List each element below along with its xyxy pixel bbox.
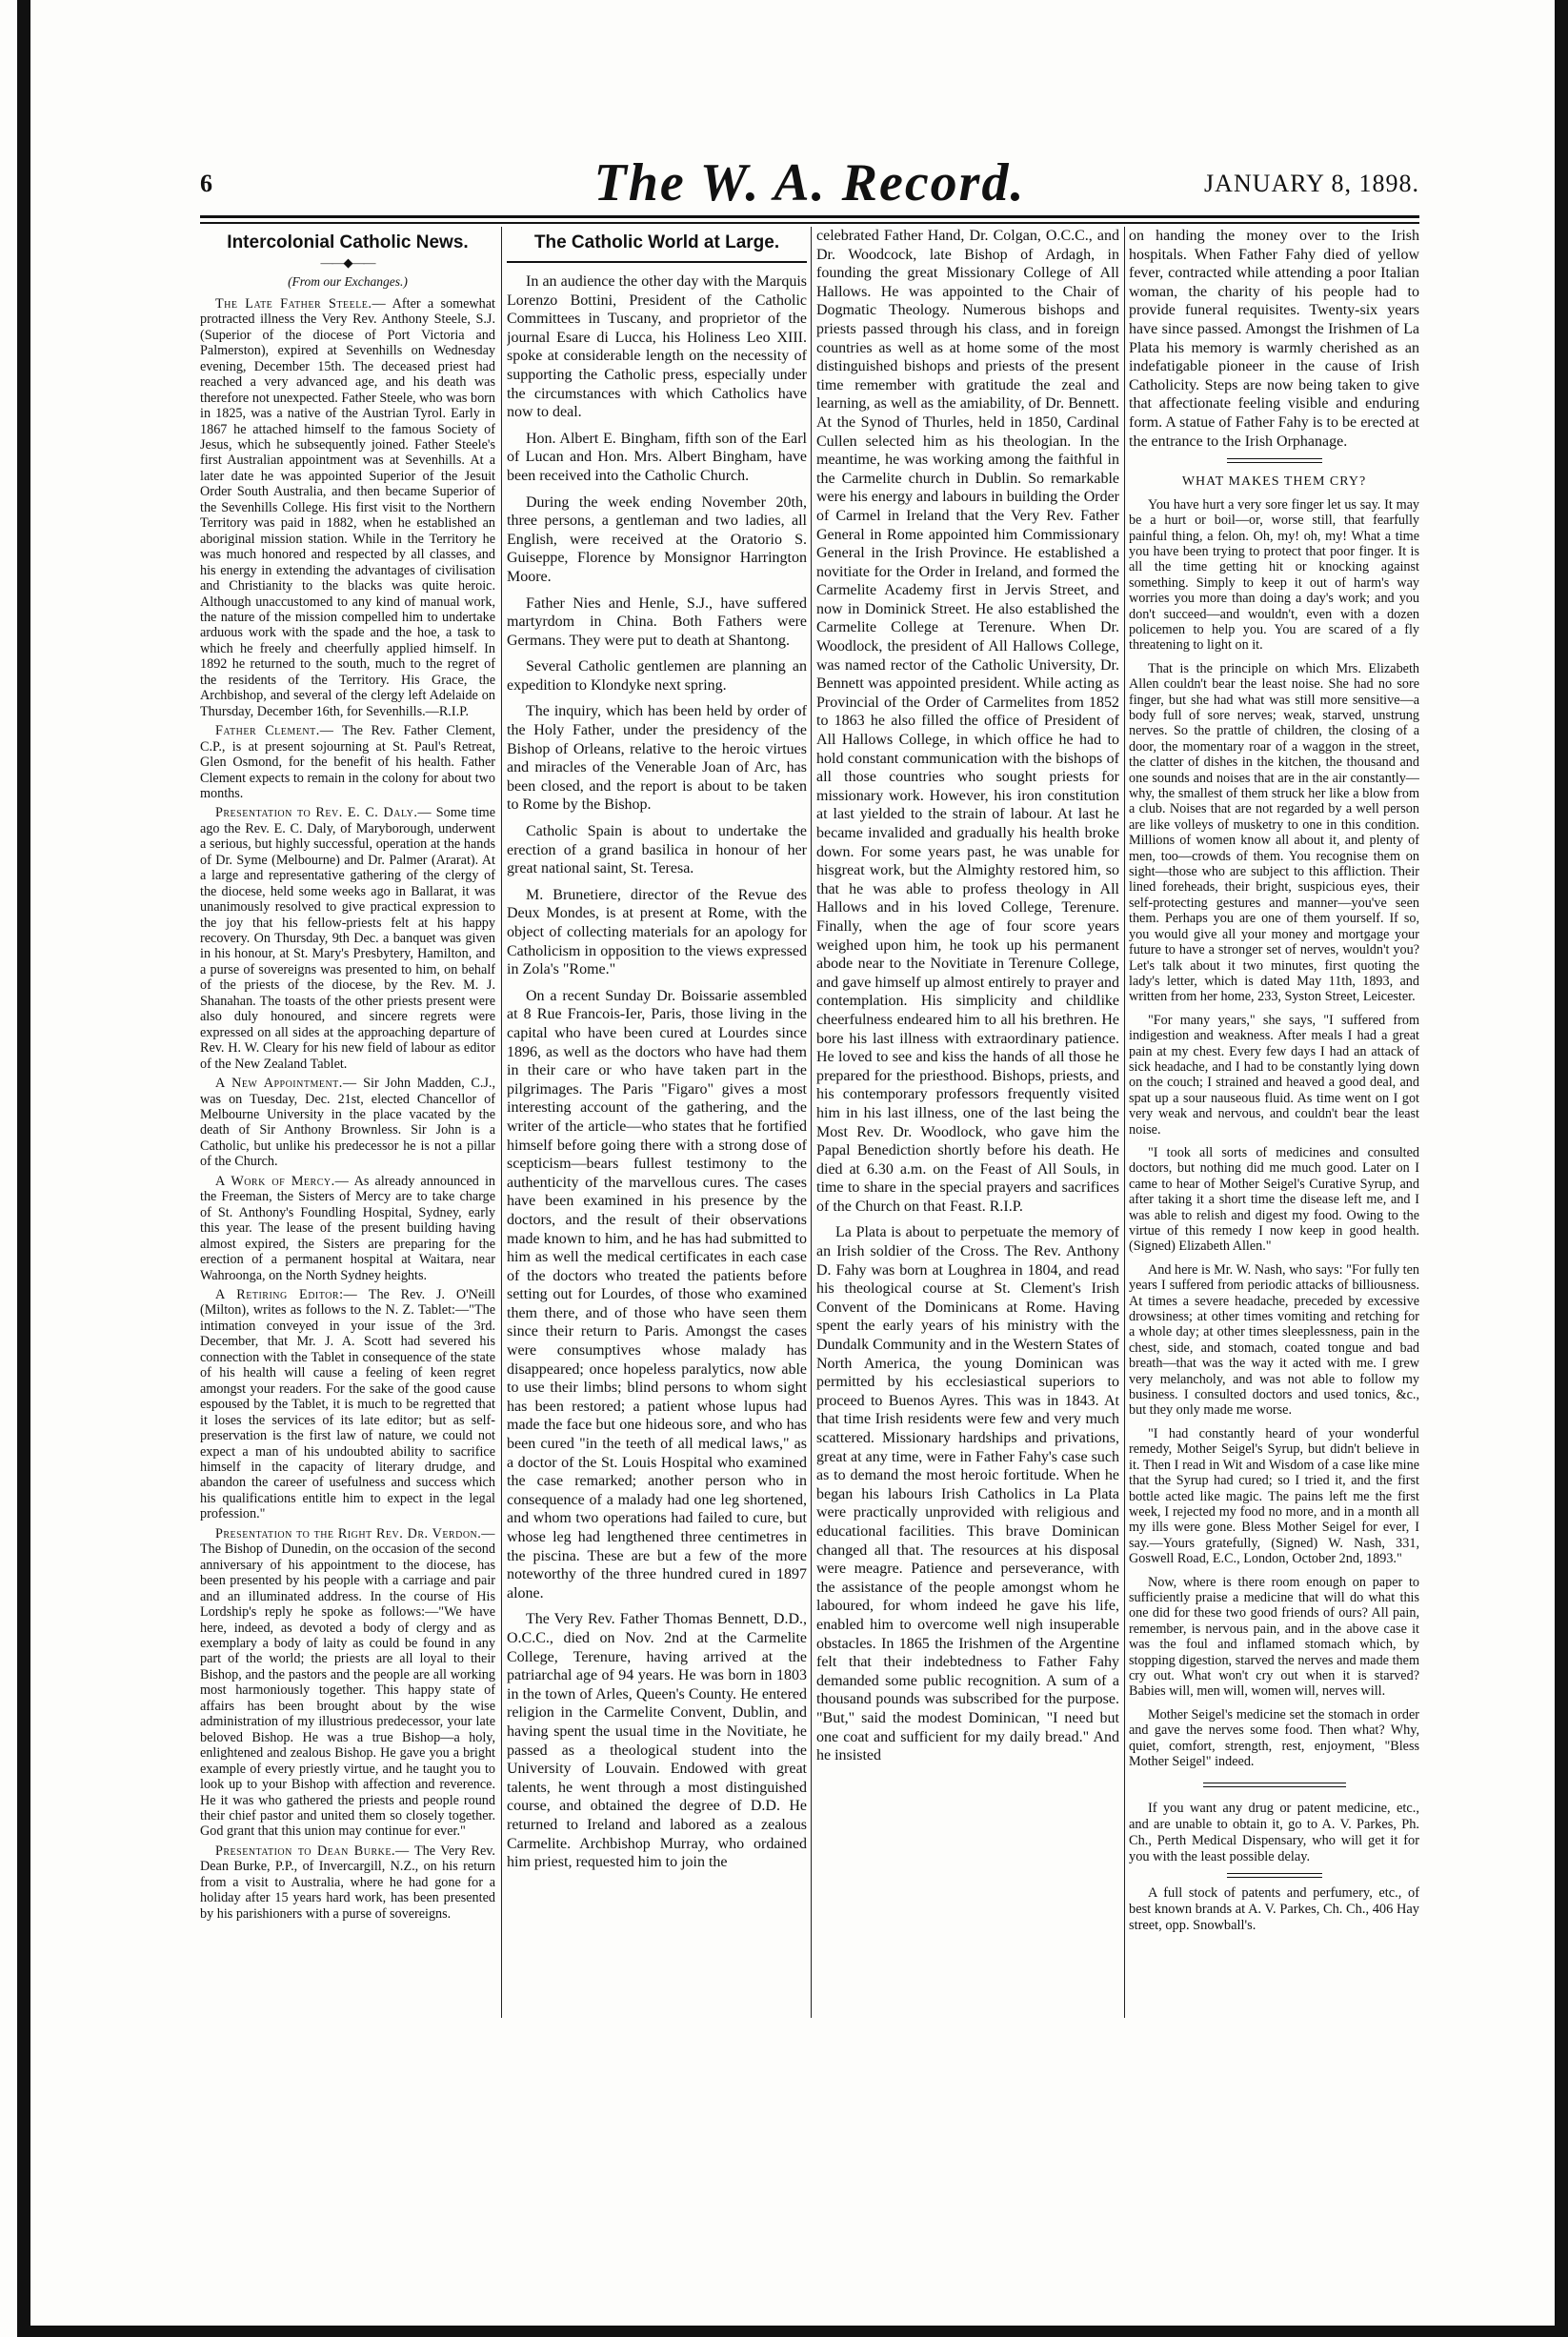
- article-title: The Late Father Steele.—: [215, 295, 387, 312]
- page-border-bottom: [17, 2326, 1568, 2337]
- column-divider: [811, 227, 812, 2018]
- issue-date: JANUARY 8, 1898.: [1204, 170, 1419, 197]
- article-paragraph: celebrated Father Hand, Dr. Colgan, O.C.C., and Dr. Woodcock, late Bishop of Ardagh, in founding the great Missionary College of All Hallows. He was appointed to the Chair of Dogmatic Theology. Numerous bishops and priests passed through his class, and in foreign countries as well as at home some of the most distinguished bishops and priests of the present time remember with gratitude the zeal and learning, as well as the amiability, of Dr. Bennett. At the Synod of Thurles, held in 1850, Cardinal Cullen selected him as his theologian. In the meantime, he was working among the faithful in the Carmelite church in Dublin. So remarkable were his energy and labours in building the Order of Carmel in Ireland that the Very Rev. Father General in Rome appointed him Commissionary General in the Irish Province. He established a novitiate for the Order in Ireland, and formed the Carmelite Academy first in Jervis Street, and now in Dominick Street. He also established the Carmelite College at Terenure. When Dr. Woodlock, the president of All Hallows College, was named rector of the Catholic University, Dr. Bennett was appointed president. While acting as Provincial of the Order of Carmelites from 1852 to 1863 he also filled the office of President of All Hallows College, in which office he had to hold constant communication with the bishops of all those countries who sought priests for missionary work. However, his iron constitution at last yielded to the strain of labour. At last he became invalided and gradually his health broke down. For some years past, he was unable for hisgreat work, but the Almighty restored him, so that he was able to profess theology in All Hallows and in his loved College, Terenure. Finally, when the age of four score years weighed upon him, he took up his permanent abode near to the Novitiate in Terenure College, and gave himself up almost entirely to prayer and contemplation. His simplicity and childlike cheerfulness endeared him to all his brethren. He bore his last illness with extraordinary patience. He loved to see and kiss the hands of all those he prepared for the priesthood. Bishops, priests, and his contemporary professors frequently visited him in his last illness, one of the last being the Most Rev. Dr. Woodlock, who gave him the Papal Benediction shortly before his death. He died at 6.30 a.m. on the Feast of All Souls, in time to share in the special prayers and sacrifices of the Church on that Feast. R.I.P.: [816, 228, 1119, 1215]
- ad-paragraph: Mother Seigel's medicine set the stomach in order and gave the nerves some food. Then what? Why, quiet, comfort, strength, rest, enjoyment, "Bless Mother Seigel" indeed.: [1129, 1706, 1419, 1769]
- newspaper-title: The W. A. Record.: [593, 153, 1026, 212]
- notice-paragraph: A full stock of patents and perfumery, etc., of best known brands at A. V. Parkes, Ch. Ch., 406 Hay street, opp. Snowball's.: [1129, 1885, 1419, 1934]
- section-heading: WHAT MAKES THEM CRY?: [1181, 474, 1367, 490]
- article-title: Presentation to the Right Rev. Dr. Verdon.—: [215, 1525, 495, 1541]
- article-paragraph: A New Appointment.— Sir John Madden, C.J., was on Tuesday, Dec. 21st, elected Chancellor of Melbourne University in the place vacated by the death of Sir Anthony Brownless. Sir John is a Catholic, but unlike his predecessor he is not a pillar of the Church.: [200, 1076, 495, 1170]
- article-paragraph: Presentation to the Right Rev. Dr. Verdon.— The Bishop of Dunedin, on the occasion of the second anniversary of his appointment to the diocese, has been presented by his people with a carriage and pair and an illuminated address. In the course of His Lordship's reply he spoke as follows:—"We have here, indeed, as devoted a body of clergy and as exemplary a body of laity as could be found in any part of the world; the priests are all loyal to their Bishop, and the pastors and the people are all working most harmoniously together. This happy state of affairs has been brought about by the wise administration of my illustrious predecessor, your late beloved Bishop. He was a true Bishop—a holy, enlightened and zealous Bishop. He gave you a bright example of every priestly virtue, and he taught you to look up to your Bishop with affection and reverence. He it was who gathered the priests and people round their chief pastor and united them so closely together. God grant that this union may continue for ever.": [200, 1525, 495, 1840]
- article-title: A Retiring Editor:—: [215, 1287, 358, 1302]
- ad-paragraph: You have hurt a very sore finger let us say. It may be a hurt or boil—or, worse still, that fearfully painful thing, a felon. Oh, my! oh, my! What a time you have been trying to protect that poor finger. It is all the time getting hit or knocking against something. Simply to keep it out of harm's way worries you more than doing a day's work; and you don't succeed—and wouldn't, even with a dozen policemen to help you. You are scared of a fly threatening to light on it.: [1129, 496, 1419, 654]
- column-continued: [816, 227, 1119, 2037]
- masthead-rule-thin: [200, 222, 1419, 224]
- article-title: Presentation to Dean Burke.—: [215, 1843, 410, 1859]
- ad-paragraph: "I took all sorts of medicines and consulted doctors, but nothing did me much good. Later on I came to hear of Mother Seigel's Curative Syrup, and after taking it a short time the disease left me, and I was able to relish and digest my food. Owing to the virtue of this remedy I now keep in good health. (Signed) Elizabeth Allen.": [1129, 1144, 1419, 1255]
- section-heading: Intercolonial Catholic News.: [227, 232, 469, 252]
- notice-paragraph: If you want any drug or patent medicine, etc., and are unable to obtain it, go to A. V. Parkes, Ph. Ch., Perth Medical Dispensary, who will get it for you with the least possible delay.: [1129, 1801, 1419, 1865]
- article-paragraph: Presentation to Rev. E. C. Daly.— Some time ago the Rev. E. C. Daly, of Maryborough, underwent a serious, but highly successful, operation at the hands of Dr. Syme (Melbourne) and Dr. Palmer (Ararat). At a large and representative gathering of the clergy of the diocese, held some weeks ago in Ballarat, it was unanimously resolved to give practical expression to the joy that his fellow-priests felt at his happy recovery. On Thursday, 9th Dec. a banquet was given in his honour, at St. Mary's Presbytery, Hamilton, and a purse of sovereigns was presented to him, on behalf of the priests of the diocese, by the Rev. M. J. Shanahan. The toasts of the other priests present were also duly honoured, and sincere regrets were expressed on all sides at the approaching departure of Rev. H. W. Cleary for his new field of labour as editor of the New Zealand Tablet.: [200, 805, 495, 1072]
- article-paragraph: La Plata is about to perpetuate the memory of an Irish soldier of the Cross. The Rev. Anthony D. Fahy was born at Loughrea in 1804, and read his theological course at St. Clement's Irish Convent of the Dominicans at Rome. Having spent the early years of his ministry with the Dundalk Community and in the Western States of North America, the young Dominican was permitted by his ecclesiastical superiors to proceed to Buenos Ayres. This was in 1843. At that time Irish residents were few and very much scattered. Missionary hardships and privations, great at any time, were in Father Fahy's case such as to demand the most heroic fortitude. When he began his labours Irish Catholics in La Plata were practically unprovided with religious and educational facilities. This brave Dominican changed all that. The resources at his disposal were meagre. Patience and perseverance, with the assistance of the people amongst whom he laboured, for whom indeed he gave his life, enabled him to overcome well nigh insuperable obstacles. In 1865 the Irishmen of the Argentine felt that their indebtedness to Father Fahy demanded some public recognition. A sum of a thousand pounds was subscribed for the purpose. "But," said the modest Dominican, "I need but one coat and sufficient for my daily bread." And he insisted: [816, 1224, 1119, 1764]
- article-paragraph: The inquiry, which has been held by order of the Holy Father, under the presidency of the Bishop of Orleans, relative to the heroic virtues and miracles of the Venerable Joan of Arc, has been closed, and the report is about to be taken to Rome by the Bishop.: [507, 703, 807, 814]
- article-title: A New Appointment.—: [215, 1076, 357, 1092]
- article-title: Father Clement.—: [215, 723, 334, 739]
- page-number: 6: [200, 170, 212, 197]
- page-border-left: [17, 0, 30, 2337]
- ad-paragraph: That is the principle on which Mrs. Elizabeth Allen couldn't bear the least noise. She had no sore finger, but she had what was still more sensitive—a body full of sore nerves; weak, starved, unstrung nerves. So the prattle of children, the closing of a door, the momentary roar of a waggon in the street, the clatter of dishes in the kitchen, the thousand and one sounds and noises that are in the air constantly—why, the smallest of them struck her like a blow from a club. Noises that are not regarded by a well person are like volleys of musketry to one in this condition. Millions of women know all about it, and plenty of men, too—crowds of them. You recognise them on sight—those who are subject to this affliction. Their lined foreheads, their bright, suspicious eyes, their self-protecting gestures and manner—you've seen them. Perhaps you are one of them yourself. If so, you would give all your money and mortgage your future to have a stronger set of nerves, wouldn't you? Let's talk about it two minutes, first quoting the lady's letter, which is dated May 11th, 1893, and written from her home, 233, Syston Street, Leicester.: [1129, 660, 1419, 1005]
- article-title: A Work of Mercy.—: [215, 1173, 350, 1189]
- article-paragraph: On a recent Sunday Dr. Boissarie assembled at 8 Rue Francois-Ier, Paris, those living in the capital who have been cured at Lourdes since 1896, as well as the doctors who have had them in their care or who have taken part in the pilgrimages. The Paris "Figaro" gives a most interesting account of the gathering, and the writer of the article—who states that he fortified himself before going there with a strong dose of scepticism—bears fullest testimony to the authenticity of the marvellous cures. The cases have been examined in his presence by the doctors, and the result of their observations made known to him, and he has had submitted to him as well the medical certificates in each case of the doctors who treated the patients before setting out for Lourdes, of those who examined them there, and of those who have seen them since their return to Paris. Amongst the cases were consumptives whose malady has disappeared; once hopeless paralytics, now able to use their limbs; blind persons to whom sight has been restored; a patient whose lupus had made the face but one hideous sore, and who has been cured "in the teeth of all medical laws," as a doctor of the St. Louis Hospital who examined the case remarked; another person who in consequence of a malady had one leg shortened, and whom two operations had failed to cure, but whose leg had lengthened three centimetres in the piscina. These are but a few of the more noteworthy of the three hundred cured in 1897 alone.: [507, 987, 807, 1602]
- section-divider: [1203, 1783, 1346, 1787]
- article-paragraph: Presentation to Dean Burke.— The Very Rev. Dean Burke, P.P., of Invercargill, N.Z., on his return from a visit to Australia, where he had gone for a holiday after 15 years hard work, has been presented by his parishioners with a purse of sovereigns.: [200, 1843, 495, 1922]
- section-divider: [1227, 1873, 1322, 1878]
- article-paragraph: on handing the money over to the Irish hospitals. When Father Fahy died of yellow fever, contracted while attending a poor Italian woman, the charity of his people had to provide funeral requisites. Twenty-six years have since passed. Amongst the Irishmen of La Plata his memory is warmly cherished as an indefatigable pioneer in the cause of Irish Catholicity. Steps are now being taken to give that affectionate feeling visible and enduring form. A statue of Father Fahy is to be erected at the entrance to the Irish Orphanage.: [1129, 228, 1419, 450]
- section-heading: The Catholic World at Large.: [507, 232, 807, 263]
- article-paragraph: A Work of Mercy.— As already announced in the Freeman, the Sisters of Mercy are to take charge of St. Anthony's Foundling Hospital, Sydney, early this year. The lease of the present building having almost expired, the Sisters are preparing for the erection of a permanent hospital at Waitara, near Wahroonga, on the North Sydney heights.: [200, 1173, 495, 1283]
- article-paragraph: In an audience the other day with the Marquis Lorenzo Bottini, President of the Catholic Committees in Tuscany, and proprietor of the journal Esare di Lucca, his Holiness Leo XIII. spoke at considerable length on the necessity of supporting the Catholic press, especially under the circumstances with which Catholics have now to deal.: [507, 273, 807, 421]
- article-paragraph: Father Nies and Henle, S.J., have suffered martyrdom in China. Both Fathers were Germans. They were put to death at Shantong.: [507, 594, 807, 649]
- page-border-right: [1555, 0, 1568, 2337]
- section-divider: [1227, 458, 1322, 463]
- ad-paragraph: And here is Mr. W. Nash, who says: "For fully ten years I suffered from periodic attacks of billiousness. At times a severe headache, preceded by excessive drowsiness; at other times vomiting and retching for a whole day; at other times sleeplessness, pain in the chest, side, and stomach, coated tongue and bad breath—that was the way it acted with me. I grew very melancholy, and was not able to follow my business. I consulted doctors and used tonics, &c., but they only made me worse.: [1129, 1261, 1419, 1419]
- article-paragraph: Several Catholic gentlemen are planning an expedition to Klondyke next spring.: [507, 658, 807, 694]
- article-paragraph: The Very Rev. Father Thomas Bennett, D.D., O.C.C., died on Nov. 2nd at the Carmelite College, Terenure, having arrived at the patriarchal age of 94 years. He was born in 1803 in the town of Arles, Queen's County. He entered religion in the Carmelite Convent, Dublin, and having spent the usual time in the Novitiate, he passed as a theological student into the University of Louvain. Endowed with great talents, he went through a most distinguished course, and obtained the degree of D.D. He returned to Ireland and labored as a zealous Carmelite. Archbishop Murray, who ordained him priest, requested him to join the: [507, 1611, 807, 1871]
- ad-paragraph: "For many years," she says, "I suffered from indigestion and weakness. After meals I had a great pain at my chest. Every few days I had an attack of sick headache, and I had to be constantly lying down on the couch; I strained and heaved a good deal, and spat up a sour nauseous fluid. As time went on I got very weak and nervous, and couldn't bear the least noise.: [1129, 1012, 1419, 1138]
- article-title: Presentation to Rev. E. C. Daly.—: [215, 805, 432, 821]
- column-divider: [501, 227, 502, 2018]
- article-paragraph: Hon. Albert E. Bingham, fifth son of the Earl of Lucan and Hon. Mrs. Albert Bingham, have been received into the Catholic Church.: [507, 430, 807, 484]
- ad-paragraph: Now, where is there room enough on paper to sufficiently praise a medicine that will do what this one did for these two good friends of ours? All pain, remember, is nervous pain, and in the above case it was the foul and inflamed stomach which, by stopping digestion, starved the nerves and made them cry out. What won't cry out when it is starved? Babies will, men will, women will, nerves will.: [1129, 1574, 1419, 1700]
- masthead-rule: [200, 215, 1419, 218]
- article-paragraph: M. Brunetiere, director of the Revue des Deux Mondes, is at present at Rome, with the object of collecting materials for an apology for Catholicism in opposition to the views expressed in Zola's "Rome.": [507, 886, 807, 978]
- column-intercolonial-news: [200, 227, 495, 2027]
- article-paragraph: A Retiring Editor:— The Rev. J. O'Neill (Milton), writes as follows to the N. Z. Tablet:—"The intimation conveyed in your issue of the 3rd. December, that Mr. J. A. Scott had severed his connection with the Tablet in consequence of the state of his health will cause a feeling of keen regret amongst your readers. For the sake of the good cause espoused by the Tablet, it is much to be regretted that it loses the services of its late editor; but as self-preservation is the first law of nature, we could not expect a man of his undoubted ability to sacrifice himself in the capacity of literary drudge, and abandon the career of usefulness and success which his qualifications entitle him to expect in the legal profession.": [200, 1287, 495, 1522]
- section-source: (From our Exchanges.): [288, 274, 408, 290]
- column-advertisement: [1129, 227, 1419, 2018]
- article-paragraph: During the week ending November 20th, three persons, a gentleman and two ladies, all English, were received at the Oratorio S. Guiseppe, Florence by Monsignor Harrington Moore.: [507, 494, 807, 585]
- article-paragraph: The Late Father Steele.— After a somewhat protracted illness the Very Rev. Anthony Steele, S.J. (Superior of the diocese of Port Victoria and Palmerston), expired at Sevenhills on Wednesday evening, December 15th. The deceased priest had reached a very advanced age, and his death was therefore not unexpected. Father Steele, who was born in 1825, was a native of the Austrian Tyrol. Early in 1867 he attached himself to the famous Society of Jesus, which he subsequently joined. Father Steele's first Australian appointment was at Sevenhills. At a later date he was appointed Superior of the Jesuit Order South Australia, and then became Superior of the Sevenhills College. His first visit to the Northern Territory was paid in 1882, when he established an aboriginal mission station. While in the Territory he was much honored and respected by all classes, and his energy in extending the advantages of civilisation and Christianity to the blacks was quite heroic. Although unaccustomed to any kind of manual work, the nature of the mission compelled him to undertake arduous work with the spade and the hoe, a task to which he freely and cheerfully applied himself. In 1892 he returned to the south, much to the regret of the residents of the Territory. His Grace, the Archbishop, and several of the clergy left Adelaide on Thursday, December 16th, for Sevenhills.—R.I.P.: [200, 295, 495, 719]
- column-catholic-world: [507, 227, 807, 2018]
- ornament-rule: ——◆——: [320, 255, 375, 270]
- ad-paragraph: "I had constantly heard of your wonderful remedy, Mother Seigel's Syrup, but didn't believe in it. Then I read in Wit and Wisdom of a case like mine that the Syrup had cured; so I tried it, and the first bottle acted like magic. The pains left me the first week, I rejected my food no more, and in a month all my ills were gone. Bless Mother Seigel for ever, I say.—Yours gratefully, (Signed) W. Nash, 331, Goswell Road, E.C., London, October 2nd, 1893.": [1129, 1425, 1419, 1567]
- masthead: [200, 152, 1419, 213]
- article-paragraph: Father Clement.— The Rev. Father Clement, C.P., is at present sojourning at St. Paul's Retreat, Glen Osmond, for the benefit of his health. Father Clement expects to remain in the colony for about two months.: [200, 723, 495, 801]
- column-divider: [1124, 227, 1125, 2018]
- article-paragraph: Catholic Spain is about to undertake the erection of a grand basilica in honour of her great national saint, St. Teresa.: [507, 823, 807, 877]
